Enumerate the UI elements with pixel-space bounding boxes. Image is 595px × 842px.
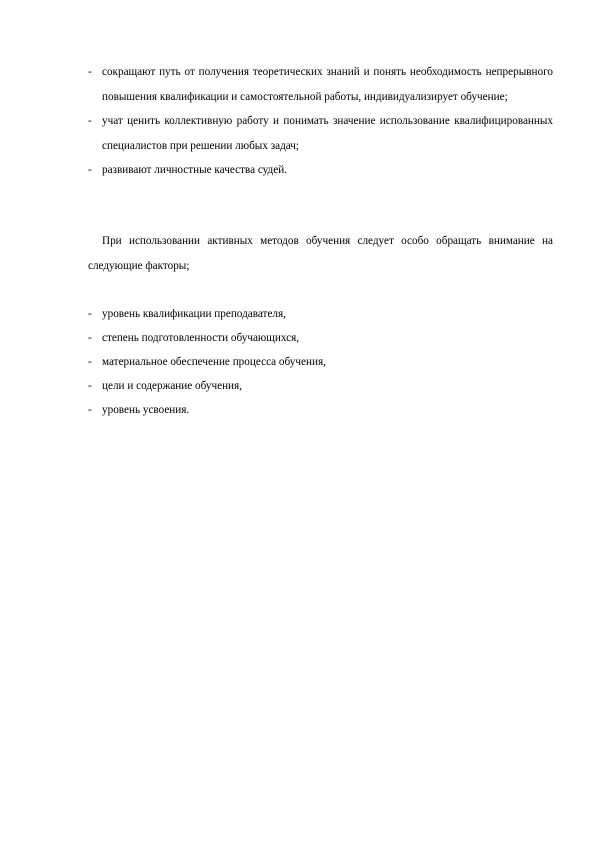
bullet-dash: - (88, 332, 92, 344)
list-item-text: степень подготовленности обучающихся, (102, 332, 300, 344)
list-item-text: цели и содержание обучения, (102, 380, 242, 392)
list-item (88, 109, 553, 158)
list-item-text: уровень усвоения. (102, 404, 190, 416)
bullet-dash: - (88, 308, 92, 320)
list-item-text: уровень квалификации преподавателя, (102, 308, 286, 320)
list-item-text: учат ценить коллективную работу и понимать значение использование квалифицированных специалистов при решении любых задач; (102, 115, 553, 152)
bullet-dash: - (88, 380, 92, 392)
bullet-dash: - (88, 164, 92, 176)
list-item-text: материальное обеспечение процесса обучения, (102, 356, 326, 368)
bullet-dash: - (88, 115, 92, 127)
list-item (88, 302, 553, 326)
list-item (88, 158, 553, 183)
list-item (88, 60, 553, 109)
list-item (88, 398, 553, 422)
bullet-dash: - (88, 404, 92, 416)
list-item-text: сокращают путь от получения теоретических знаний и понять необходимость непрерывного повышения квалификации и самостоятельной работы, индивидуализирует обучение; (102, 66, 553, 103)
list-item-text: развивают личностные качества судей. (102, 164, 287, 176)
factors-intro-paragraph: При использовании активных методов обучения следует особо обращать внимание на следующие факторы; (88, 235, 553, 272)
factors-list (88, 302, 553, 422)
list-item (88, 374, 553, 398)
bullet-dash: - (88, 66, 92, 78)
list-item (88, 326, 553, 350)
bullet-dash: - (88, 356, 92, 368)
list-item (88, 350, 553, 374)
benefits-list (88, 60, 553, 183)
